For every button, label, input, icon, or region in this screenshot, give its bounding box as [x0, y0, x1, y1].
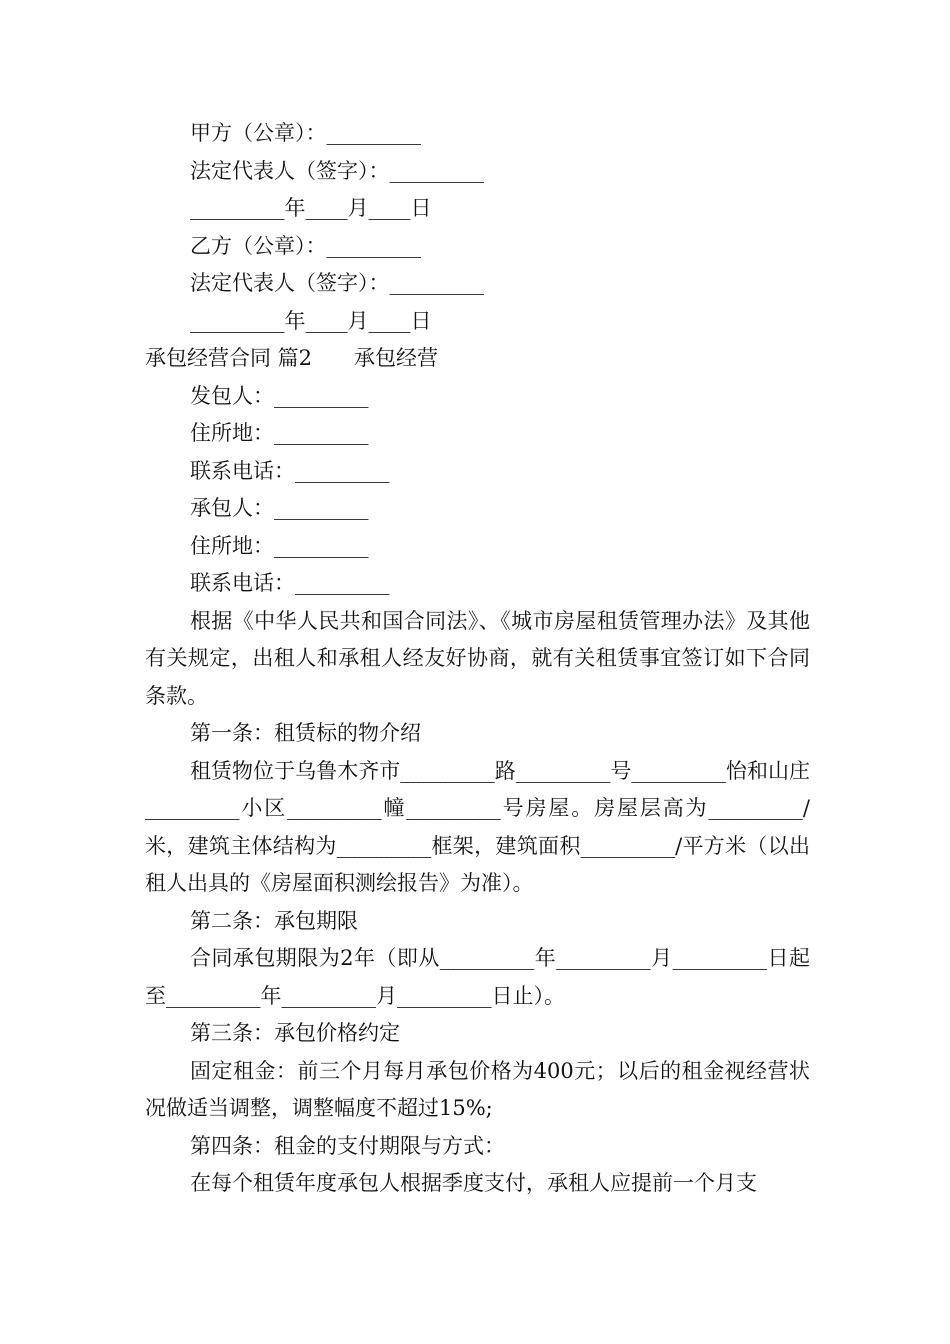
party-b-seal-line: 乙方（公章）：_________	[190, 233, 421, 258]
document-page	[145, 115, 810, 1203]
employer-phone-line: 联系电话：_________	[190, 458, 390, 483]
party-a-seal-line: 甲方（公章）：_________	[190, 121, 421, 145]
article-3-text: 固定租金：前三个月每月承包价格为400元；以后的租金视经营状况做适当调整，调整幅度不超过15%;	[145, 1058, 810, 1120]
section-heading: 承包经营合同 篇2 承包经营	[145, 346, 439, 370]
article-4-title: 第四条：租金的支付期限与方式：	[190, 1133, 505, 1158]
article-3-title: 第三条：承包价格约定	[190, 1021, 400, 1045]
date-a-line: _________年____月____日	[190, 196, 432, 220]
article-4-text: 在每个租赁年度承包人根据季度支付，承租人应提前一个月支	[190, 1171, 757, 1195]
date-b-line: _________年____月____日	[190, 308, 432, 333]
legal-rep-a-line: 法定代表人（签字）：_________	[190, 158, 484, 183]
legal-rep-b-line: 法定代表人（签字）：_________	[190, 271, 484, 295]
contractor-phone-line: 联系电话：_________	[190, 571, 390, 595]
article-1-text: 租赁物位于乌鲁木齐市_________路_________号_________怡和山庄_________小区_________幢_________号房屋。房屋层高为_________/米，建筑主体结构为_________框架，建筑面积_________/平方米（以出租人出具的《房屋面积测绘报告》为准）。	[145, 758, 810, 895]
contractor-line: 承包人：_________	[190, 496, 369, 520]
article-2-text: 合同承包期限为2年（即从_________年_________月_________日起至_________年_________月_________日止）。	[145, 946, 810, 1008]
article-2-title: 第二条：承包期限	[190, 908, 358, 933]
intro-paragraph: 根据《中华人民共和国合同法》、《城市房屋租赁管理办法》及其他有关规定，出租人和承租人经友好协商，就有关租赁事宜签订如下合同条款。	[145, 608, 810, 708]
contractor-address-line: 住所地：_________	[190, 533, 369, 558]
employer-line: 发包人：_________	[190, 383, 369, 408]
employer-address-line: 住所地：_________	[190, 421, 369, 445]
article-1-title: 第一条：租赁标的物介绍	[190, 721, 421, 745]
